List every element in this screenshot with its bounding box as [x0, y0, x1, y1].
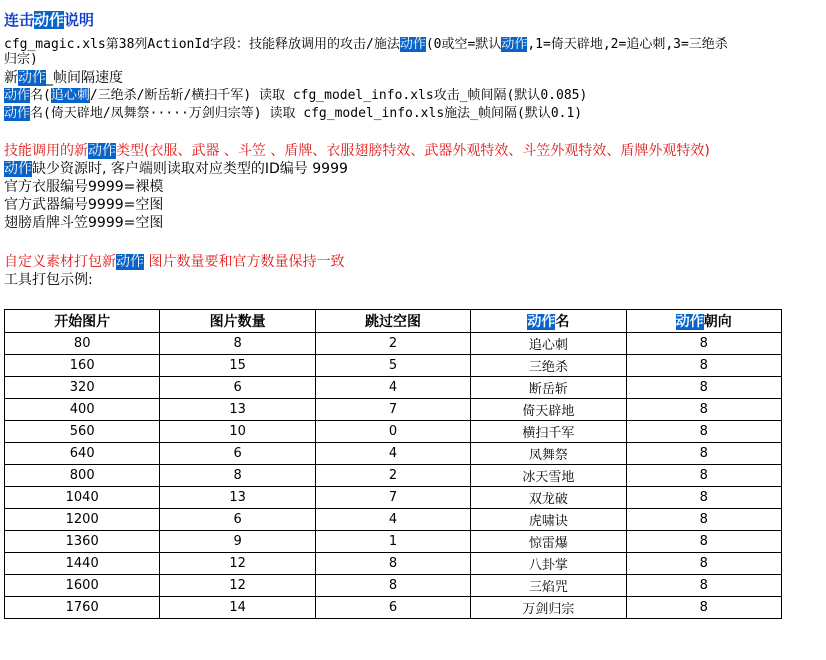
table-cell: 2	[315, 333, 470, 355]
table-cell: 6	[315, 597, 470, 619]
table-row	[5, 377, 782, 399]
table-cell: 8	[626, 597, 781, 619]
table-cell: 8	[626, 575, 781, 597]
line10-post: 图片数量要和官方数量保持一致	[144, 254, 345, 270]
table-cell: 8	[626, 487, 781, 509]
table-cell: 8	[626, 443, 781, 465]
table-cell: 8	[626, 333, 781, 355]
table-cell: 八卦掌	[471, 553, 626, 575]
table-cell: 倚天辟地	[471, 399, 626, 421]
table-cell: 冰天雪地	[471, 465, 626, 487]
table-cell: 80	[5, 333, 160, 355]
table-cell: 双龙破	[471, 487, 626, 509]
table-cell: 320	[5, 377, 160, 399]
table-cell: 400	[5, 399, 160, 421]
table-row	[5, 509, 782, 531]
table-header-row	[5, 310, 782, 333]
custom-pack-line	[4, 253, 344, 271]
table-row	[5, 597, 782, 619]
table-cell: 8	[626, 531, 781, 553]
table-cell: 1040	[5, 487, 160, 509]
table-cell: 0	[315, 421, 470, 443]
table-row	[5, 531, 782, 553]
table-cell: 1	[315, 531, 470, 553]
table-row	[5, 443, 782, 465]
line3-b: /三绝杀/断岳斩/横扫千军) 读取 cfg_model_info.xls攻击_帧间隔(默认0.085)	[89, 88, 588, 103]
line5-highlight: 动作	[88, 143, 116, 159]
clothes-id-line: 官方衣服编号9999=裸模	[4, 179, 164, 195]
table-row	[5, 553, 782, 575]
table-cell: 5	[315, 355, 470, 377]
table-cell: 8	[626, 355, 781, 377]
table-cell: 8	[626, 377, 781, 399]
table-cell: 8	[626, 553, 781, 575]
table-cell: 7	[315, 487, 470, 509]
line3-a: 名(	[30, 88, 51, 103]
table-cell: 13	[160, 399, 315, 421]
table-cell: 8	[315, 575, 470, 597]
header-highlight: 动作	[675, 314, 704, 330]
table-cell: 1760	[5, 597, 160, 619]
table-cell: 横扫千军	[471, 421, 626, 443]
table-row	[5, 355, 782, 377]
line1-highlight-1: 动作	[399, 37, 426, 52]
attack-interval-line	[4, 87, 587, 105]
table-row	[5, 421, 782, 443]
line1-tail: ,1=倚天辟地,2=追心刺,3=三绝杀	[527, 37, 728, 52]
actionid-description	[4, 36, 728, 54]
table-cell: 6	[160, 443, 315, 465]
weapon-id-line: 官方武器编号9999=空图	[4, 197, 164, 213]
table-cell: 1440	[5, 553, 160, 575]
table-cell: 三焰咒	[471, 575, 626, 597]
frame-interval-heading	[4, 69, 123, 87]
header-skip-empty: 跳过空图	[315, 310, 470, 333]
new-action-types-line	[4, 142, 710, 160]
table-cell: 160	[5, 355, 160, 377]
table-cell: 8	[626, 399, 781, 421]
header-image-count: 图片数量	[160, 310, 315, 333]
header-action-direction	[626, 310, 781, 333]
table-cell: 2	[315, 465, 470, 487]
table-cell: 12	[160, 575, 315, 597]
line1-mid: (0或空=默认	[425, 37, 502, 52]
line2-post: _帧间隔速度	[46, 70, 123, 86]
table-row	[5, 333, 782, 355]
header-action-direction-text: 朝向	[703, 314, 732, 330]
table-cell: 万剑归宗	[471, 597, 626, 619]
table-cell: 1200	[5, 509, 160, 531]
page-title	[4, 11, 94, 29]
tool-example-label: 工具打包示例:	[4, 272, 93, 288]
table-cell: 惊雷爆	[471, 531, 626, 553]
table-cell: 800	[5, 465, 160, 487]
table-cell: 12	[160, 553, 315, 575]
table-cell: 凤舞祭	[471, 443, 626, 465]
table-cell: 7	[315, 399, 470, 421]
line10-highlight: 动作	[116, 254, 144, 270]
line10-pre: 自定义素材打包新	[4, 254, 116, 270]
table-cell: 虎啸诀	[471, 509, 626, 531]
table-cell: 13	[160, 487, 315, 509]
table-cell: 三绝杀	[471, 355, 626, 377]
line1-text: cfg_magic.xls第38列ActionId字段：技能释放调用的攻击/施法	[4, 37, 400, 52]
table-cell: 8	[160, 465, 315, 487]
table-cell: 14	[160, 597, 315, 619]
table-row	[5, 575, 782, 597]
line6-highlight: 动作	[4, 161, 32, 177]
header-highlight: 动作	[527, 314, 556, 330]
table-row	[5, 399, 782, 421]
table-cell: 追心刺	[471, 333, 626, 355]
line6-post: 缺少资源时, 客户端则读取对应类型的ID编号 9999	[32, 161, 348, 177]
title-post: 说明	[64, 11, 95, 29]
header-action-name	[471, 310, 626, 333]
wing-shield-hat-id-line: 翅膀盾牌斗笠9999=空图	[4, 215, 164, 231]
table-cell: 8	[315, 553, 470, 575]
table-cell: 560	[5, 421, 160, 443]
line5-pre: 技能调用的新	[4, 143, 88, 159]
pack-example-table	[4, 309, 782, 619]
title-highlight: 动作	[34, 11, 65, 29]
missing-resource-line	[4, 160, 348, 178]
table-cell: 10	[160, 421, 315, 443]
cast-interval-line	[4, 105, 582, 123]
table-cell: 4	[315, 509, 470, 531]
table-cell: 4	[315, 443, 470, 465]
table-cell: 9	[160, 531, 315, 553]
line1-highlight-2: 动作	[501, 37, 528, 52]
line3-highlight-1: 动作	[4, 88, 31, 103]
line2-pre: 新	[4, 70, 18, 86]
table-cell: 8	[626, 465, 781, 487]
header-start-image: 开始图片	[5, 310, 160, 333]
line2-highlight: 动作	[18, 70, 46, 86]
table-cell: 1600	[5, 575, 160, 597]
line5-post: 类型(衣服、武器 、斗笠 、盾牌、衣服翅膀特效、武器外观特效、斗笠外观特效、盾牌外观特效)	[116, 143, 710, 159]
table-cell: 15	[160, 355, 315, 377]
table-row	[5, 465, 782, 487]
title-pre: 连击	[4, 11, 35, 29]
table-cell: 8	[626, 421, 781, 443]
line4-post: 名(倚天辟地/凤舞祭·····万剑归宗等) 读取 cfg_model_info.xls施法_帧间隔(默认0.1)	[30, 106, 583, 121]
actionid-description-wrap: 归宗)	[4, 52, 38, 67]
table-cell: 断岳斩	[471, 377, 626, 399]
table-cell: 4	[315, 377, 470, 399]
table-cell: 8	[160, 333, 315, 355]
table-cell: 6	[160, 377, 315, 399]
table-cell: 640	[5, 443, 160, 465]
table-cell: 1360	[5, 531, 160, 553]
table-cell: 6	[160, 509, 315, 531]
table-cell: 8	[626, 509, 781, 531]
header-action-name-text: 名	[555, 314, 570, 330]
table-row	[5, 487, 782, 509]
line4-highlight: 动作	[4, 106, 31, 121]
line3-highlight-2: 追心刺	[50, 88, 90, 103]
